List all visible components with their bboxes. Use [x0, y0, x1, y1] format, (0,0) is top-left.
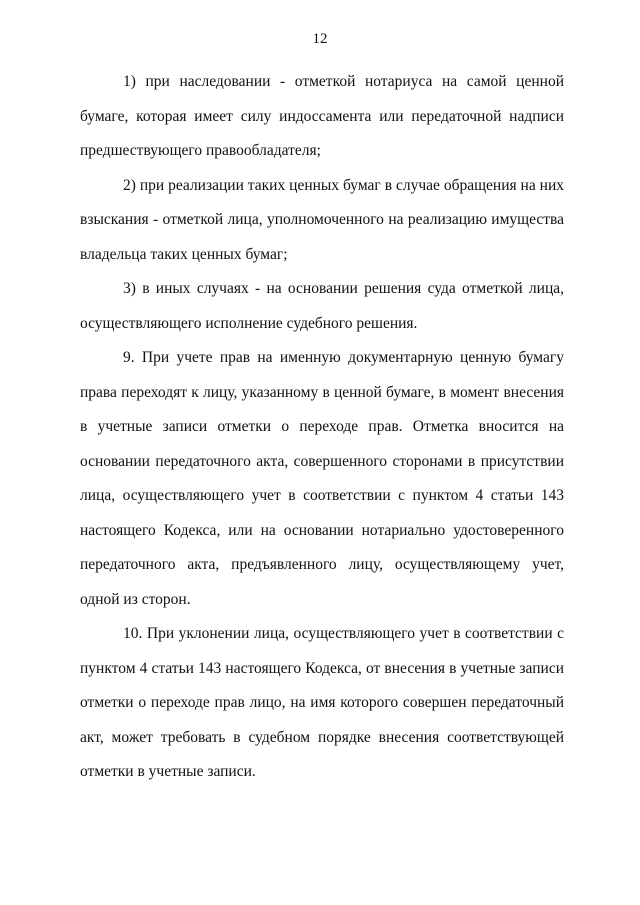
paragraph-item-1-inheritance: 1) при наследовании - отметкой нотариуса на самой ценной бумаге, которая имеет силу индоссамента или передаточной надписи предшествующего правообладателя; — [80, 73, 564, 159]
paragraph-item-2-realization: 2) при реализации таких ценных бумаг в случае обращения на них взыскания - отметкой лица, уполномоченного на реализацию имущества владельца таких ценных бумаг; — [80, 176, 564, 263]
paragraph-item-3-other-cases: 3) в иных случаях - на основании решения суда отметкой лица, осуществляющего исполнение судебного решения. — [80, 280, 564, 332]
paragraph-section-9: 9. При учете прав на именную документарную ценную бумагу права переходят к лицу, указанному в ценной бумаге, в момент внесения в учетные записи отметки о переходе прав. Отметка вносится на основании передаточного акта, совершенного сторонами в присутствии лица, осуществляющего учет в соответствии с пунктом 4 статьи 143 настоящего Кодекса, или на основании нотариально удостоверенного передаточного акта, предъявленного лицу, осуществляющему учет, одной из сторон. — [80, 349, 564, 608]
paragraph-section-10: 10. При уклонении лица, осуществляющего учет в соответствии с пунктом 4 статьи 143 настоящего Кодекса, от внесения в учетные записи отметки о переходе прав лицо, на имя которого совершен передаточный акт, может требовать в судебном порядке внесения соответствующей отметки в учетные записи. — [80, 625, 564, 780]
document-body — [80, 65, 564, 790]
page-number: 12 — [312, 31, 328, 47]
